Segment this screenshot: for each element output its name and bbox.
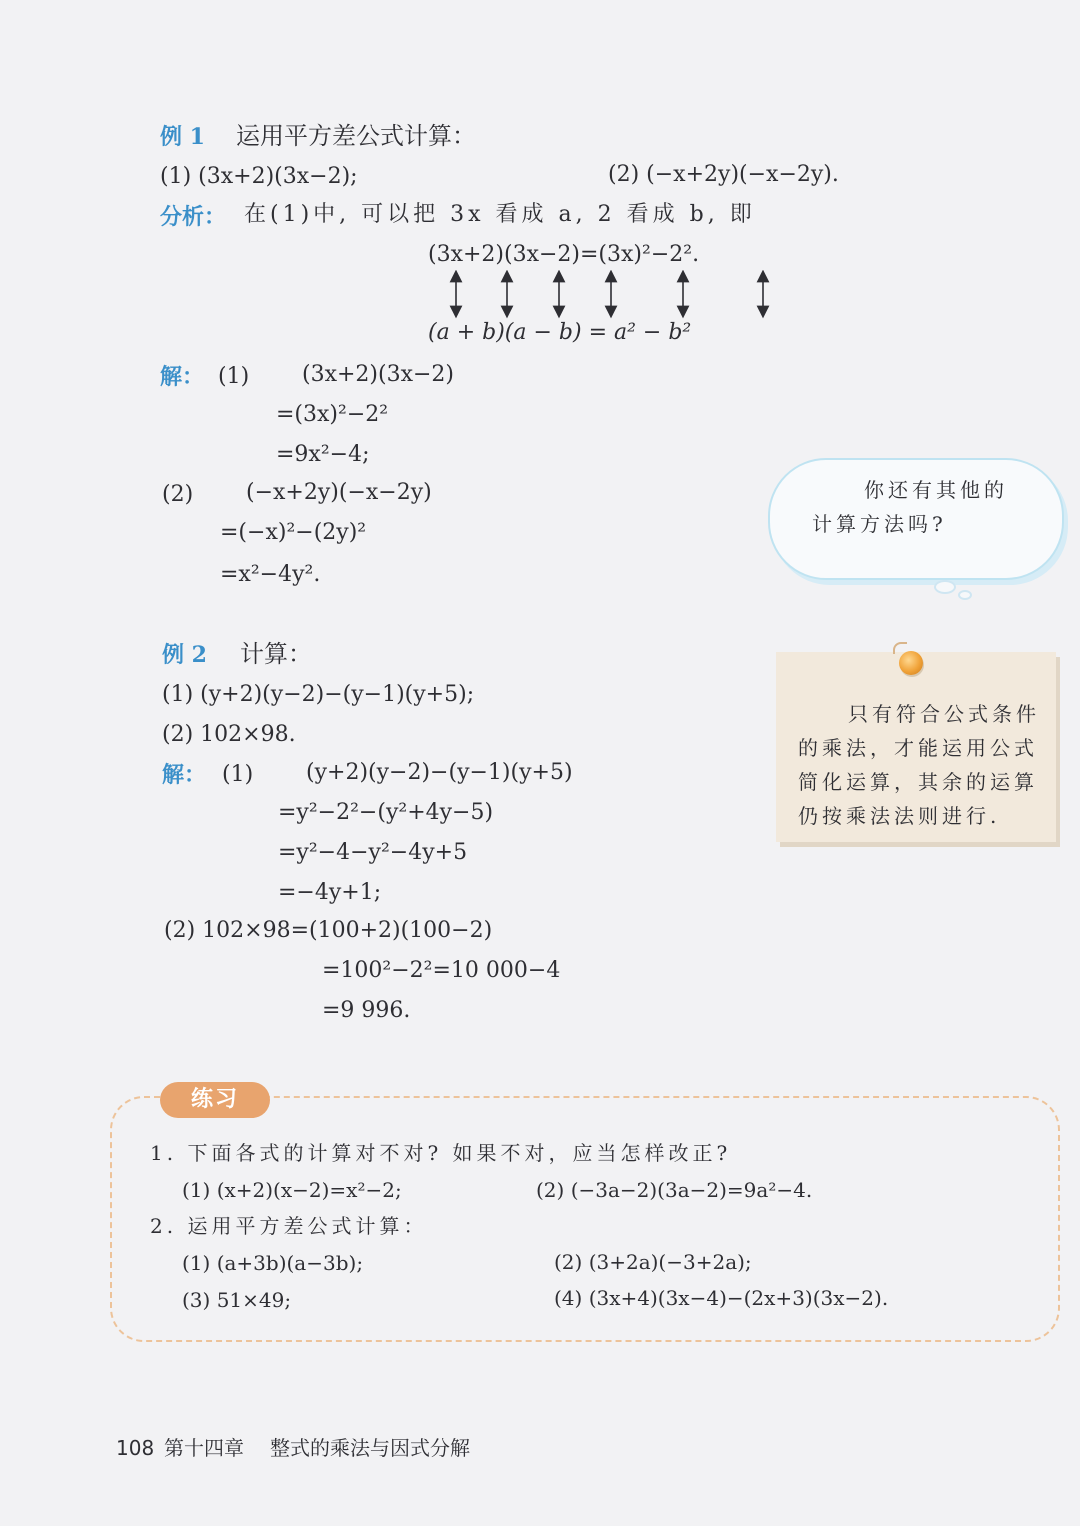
note-line4: 仍按乘法法则进行. [798,804,1001,828]
exercise-q2d: (4) (3x+4)(3x−4)−(2x+3)(3x−2). [554,1286,889,1310]
solution1-part1-head: (1) [218,364,250,389]
exercise-q2c: (3) 51×49; [182,1288,292,1312]
solution2-part1-line3: =y²−4−y²−4y+5 [278,840,468,865]
exercise-q1a: (1) (x+2)(x−2)=x²−2; [182,1178,402,1202]
exercise-q2a: (1) (a+3b)(a−3b); [182,1251,364,1275]
solution1-label: 解： [160,364,205,390]
pushpin-icon [899,651,923,675]
exercise-q2b: (2) (3+2a)(−3+2a); [554,1250,752,1274]
formula-bottom: (a + b)(a − b) = a² − b² [428,320,692,345]
cloud-text-line1: 你还有其他的 [864,478,1008,502]
example1-title: 运用平方差公式计算： [236,122,476,150]
solution2-part2-line3: =9 996. [322,998,411,1023]
solution1-part2-line3: =x²−4y². [220,562,321,587]
example2-title: 计算： [240,640,312,668]
note-line1: 只有符合公式条件 [848,702,1040,726]
solution1-part1-line1: (3x+2)(3x−2) [302,362,455,387]
example2-label: 例 2 [162,642,207,668]
formula-top: (3x+2)(3x−2)=(3x)²−2². [428,242,700,267]
solution2-part1-line4: =−4y+1; [278,880,382,905]
correspondence-arrows [420,270,820,320]
solution1-part2-line2: =(−x)²−(2y)² [220,520,367,545]
example1-label: 例 1 [160,124,205,150]
cloud-tail-dot [934,580,956,594]
example2-problem-2: (2) 102×98. [162,722,296,747]
note-line3: 简化运算，其余的运算 [798,770,1038,794]
solution2-part1-line1: (y+2)(y−2)−(y−1)(y+5) [306,760,573,785]
analysis-text: 在(1)中, 可以把 3x 看成 a, 2 看成 b, 即 [244,202,756,227]
solution1-part1-line2: =(3x)²−2² [276,402,389,427]
solution2-part1-head: (1) [222,762,254,787]
footer-chapter-title: 整式的乘法与因式分解 [270,1436,470,1460]
solution1-part1-line3: =9x²−4; [276,442,370,467]
cloud-tail-dot-small [958,590,972,600]
cloud-text-line2: 计算方法吗? [812,512,947,536]
exercise-label: 练习 [160,1082,270,1118]
solution2-part2-line2: =100²−2²=10 000−4 [322,958,561,983]
analysis-label: 分析： [160,204,227,230]
exercise-q1b: (2) (−3a−2)(3a−2)=9a²−4. [536,1178,813,1202]
page-number: 108 [116,1436,155,1460]
example1-problem-2: (2) (−x+2y)(−x−2y). [608,162,839,187]
solution1-part2-line1: (−x+2y)(−x−2y) [246,480,432,505]
exercise-q1: 1. 下面各式的计算对不对? 如果不对，应当怎样改正? [150,1141,732,1165]
example1-problem-1: (1) (3x+2)(3x−2); [160,164,358,189]
solution2-part2-line1: (2) 102×98=(100+2)(100−2) [164,918,493,943]
note-line2: 的乘法，才能运用公式 [798,736,1038,760]
solution2-label: 解： [162,762,207,788]
solution2-part1-line2: =y²−2²−(y²+4y−5) [278,800,494,825]
footer-chapter: 第十四章 [164,1436,244,1460]
exercise-q2: 2. 运用平方差公式计算： [150,1214,428,1238]
example2-problem-1: (1) (y+2)(y−2)−(y−1)(y+5); [162,682,475,707]
solution1-part2-head: (2) [162,482,194,507]
